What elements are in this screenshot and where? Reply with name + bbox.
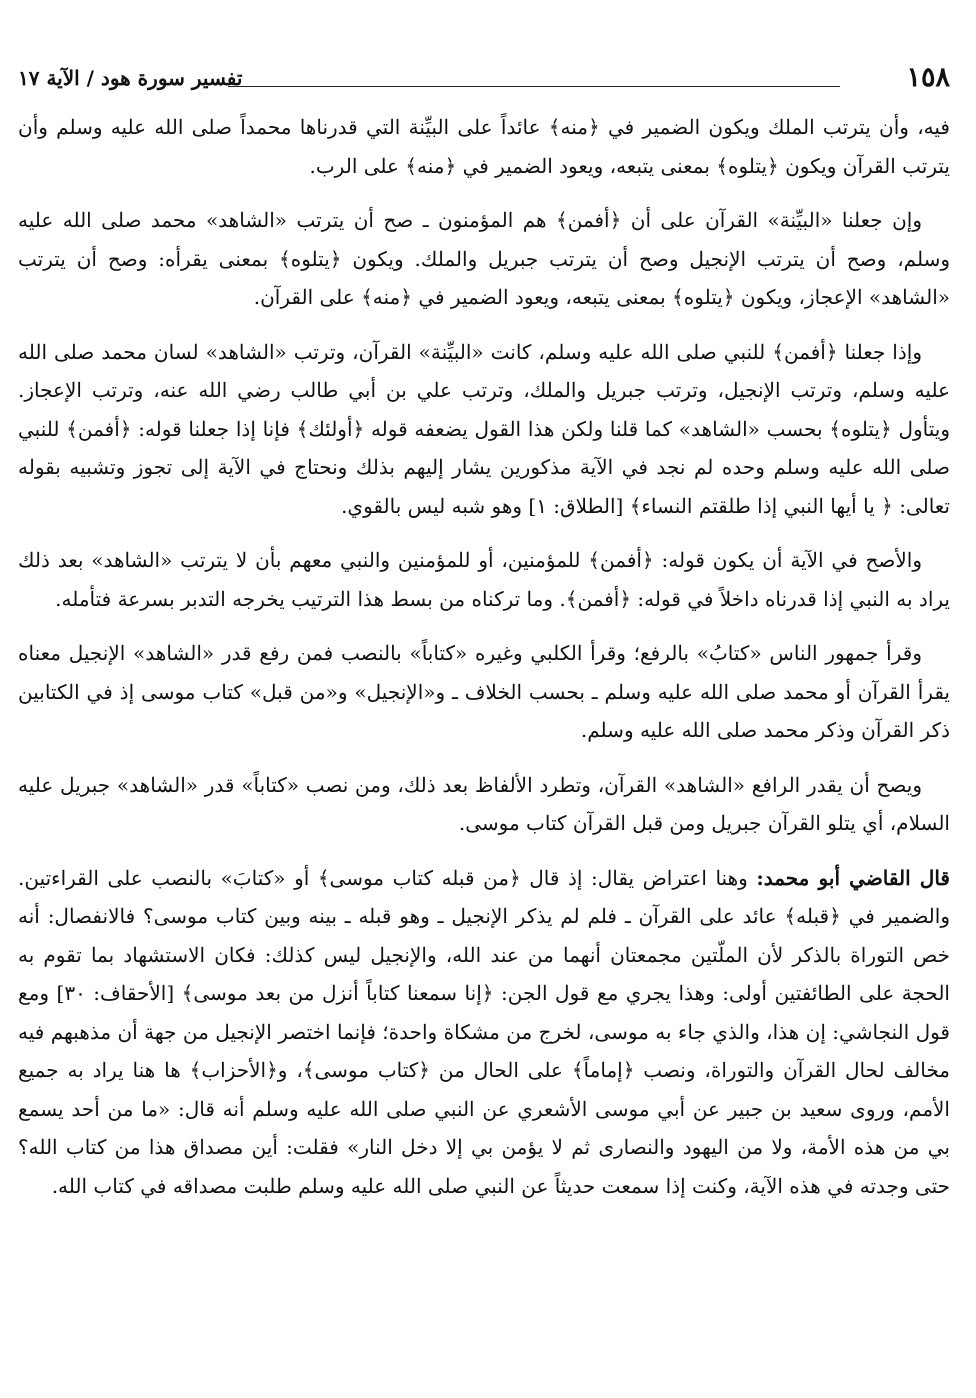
- header-rule: [228, 86, 840, 87]
- running-title: تفسير سورة هود / الآية ١٧: [18, 66, 243, 90]
- paragraph-3: وإذا جعلنا ﴿أفمن﴾ للنبي صلى الله عليه وسلم، كانت «البيِّنة» القرآن، وترتب «الشاهد» لسان محمد صلى الله عليه وسلم، وترتب الإنجيل، وترتب جبريل والملك، وترتب علي بن أبي طالب رضي الله عنه، وترتب الإعجاز. ويتأول ﴿يتلوه﴾ بحسب «الشاهد» كما قلنا ولكن هذا القول يضعفه قوله ﴿أولئك﴾ فإنا إذا جعلنا قوله: ﴿أفمن﴾ للنبي صلى الله عليه وسلم وحده لم نجد في الآية مذكورين يشار إليهم بذلك ونحتاج في الآية إلى تجوز وتشبيه بقوله تعالى: ﴿ يا أيها النبي إذا طلقتم النساء﴾ [الطلاق: ١] وهو شبه ليس بالقوي.: [18, 339, 950, 518]
- page-header: [18, 60, 950, 102]
- page-number: ١٥٨: [906, 62, 950, 93]
- speaker-label: قال القاضي أبو محمد:: [756, 865, 950, 890]
- paragraph-5: وقرأ جمهور الناس «كتابُ» بالرفع؛ وقرأ الكلبي وغيره «كتاباً» بالنصب فمن رفع قدر «الشاهد» الإنجيل معناه يقرأ القرآن أو محمد صلى الله عليه وسلم ـ بحسب الخلاف ـ و«الإنجيل» و«من قبل» كتاب موسى إذ في الكتابين ذكر القرآن وذكر محمد صلى الله عليه وسلم.: [18, 641, 950, 742]
- paragraph-2: وإن جعلنا «البيِّنة» القرآن على أن ﴿أفمن﴾ هم المؤمنون ـ صح أن يترتب «الشاهد» محمد صلى الله عليه وسلم، وصح أن يترتب الإنجيل وصح أن يترتب جبريل والملك. ويكون ﴿يتلوه﴾ بمعنى يقرأه: وصح أن يترتب «الشاهد» الإعجاز، ويكون ﴿يتلوه﴾ بمعنى يتبعه، ويعود الضمير في ﴿منه﴾ على القرآن.: [18, 208, 950, 309]
- page-body: [18, 108, 950, 1205]
- paragraph-4: والأصح في الآية أن يكون قوله: ﴿أفمن﴾ للمؤمنين، أو للمؤمنين والنبي معهم بأن لا يترتب «الشاهد» بعد ذلك يراد به النبي إذا قدرناه داخلاً في قوله: ﴿أفمن﴾. وما تركناه من بسط هذا الترتيب يخرجه التدبر بسرعة فتأمله.: [18, 548, 950, 611]
- paragraph-1: فيه، وأن يترتب الملك ويكون الضمير في ﴿منه﴾ عائداً على البيِّنة التي قدرناها محمداً صلى الله عليه وسلم وأن يترتب القرآن ويكون ﴿يتلوه﴾ بمعنى يتبعه، ويعود الضمير في ﴿منه﴾ على الرب.: [18, 115, 950, 178]
- paragraph-7: [18, 859, 950, 1206]
- paragraph-6: ويصح أن يقدر الرافع «الشاهد» القرآن، وتطرد الألفاظ بعد ذلك، ومن نصب «كتاباً» قدر «الشاهد» جبريل عليه السلام، أي يتلو القرآن جبريل ومن قبل القرآن كتاب موسى.: [18, 772, 950, 835]
- paragraph-7-text: وهنا اعتراض يقال: إذ قال ﴿من قبله كتاب موسى﴾ أو «كتابَ» بالنصب على القراءتين. والضمير في ﴿قبله﴾ عائد على القرآن ـ فلم لم يذكر الإنجيل ـ وهو قبله ـ بينه وبين كتاب موسى؟ فالانفصال: أنه خص التوراة بالذكر لأن الملّتين مجمعتان أنهما من عند الله، والإنجيل ليس كذلك: فكان الاستشهاد بما تقوم به الحجة على الطائفتين أولى: وهذا يجري مع قول الجن: ﴿إنا سمعنا كتاباً أنزل من بعد موسى﴾ [الأحقاف: ٣٠] ومع قول النجاشي: إن هذا، والذي جاء به موسى، لخرج من مشكاة واحدة؛ فإنما اختصر الإنجيل من جهة أن مذهبهم فيه مخالف لحال القرآن والتوراة، ونصب ﴿إماماً﴾ على الحال من ﴿كتاب موسى﴾، و﴿الأحزاب﴾ ها هنا يراد به جميع الأمم، وروى سعيد بن جبير عن أبي موسى الأشعري عن النبي صلى الله عليه وسلم أنه قال: «ما من أحد يسمع بي من هذه الأمة، ولا من اليهود والنصارى ثم لا يؤمن بي إلا دخل النار» فقلت: أين مصداق هذا من كتاب الله؟ حتى وجدته في هذه الآية، وكنت إذا سمعت حديثاً عن النبي صلى الله عليه وسلم طلبت مصداقه في كتاب الله.: [18, 865, 950, 1198]
- book-page: [18, 60, 950, 1370]
